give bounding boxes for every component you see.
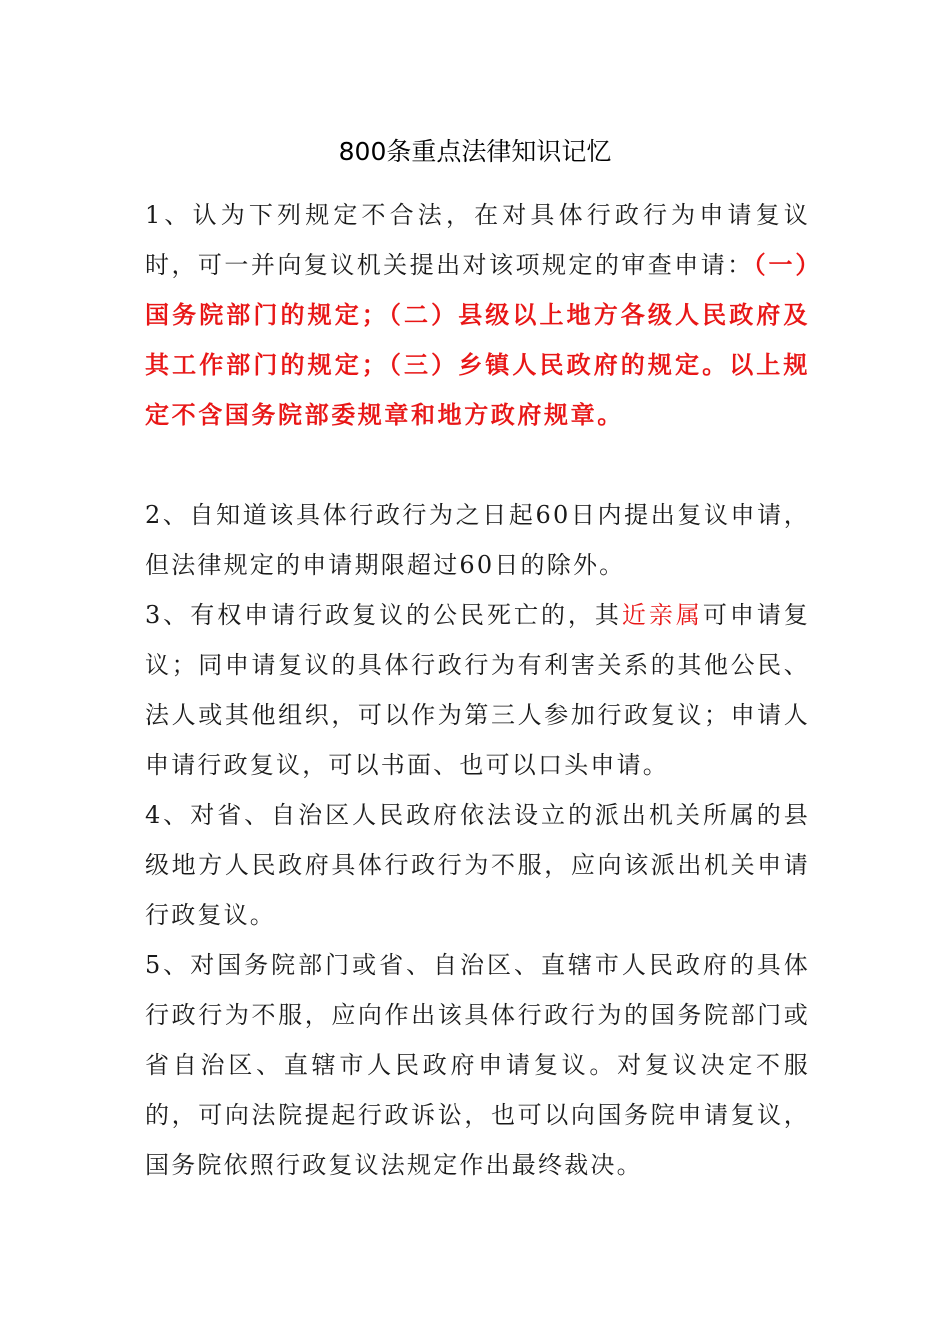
document-body xyxy=(145,190,810,1190)
paragraph-spacer xyxy=(145,440,810,490)
paragraph-4: 4、对省、自治区人民政府依法设立的派出机关所属的县级地方人民政府具体行政行为不服，应向该派出机关申请行政复议。 xyxy=(145,801,810,929)
paragraph-3-text-start: 3、有权申请行政复议的公民死亡的，其 xyxy=(145,601,622,629)
paragraph-3-highlight: 近亲属 xyxy=(621,601,703,629)
paragraph-3-text-end: 可申请复议；同申请复议的具体行政行为有利害关系的其他公民、法人或其他组织，可以作为第三人参加行政复议；申请人申请行政复议，可以书面、也可以口头申请。 xyxy=(145,601,810,779)
paragraph-2: 2、自知道该具体行政行为之日起60日内提出复议申请，但法律规定的申请期限超过60日的除外。 xyxy=(145,501,810,579)
paragraph-5: 5、对国务院部门或省、自治区、直辖市人民政府的具体行政行为不服，应向作出该具体行政行为的国务院部门或省自治区、直辖市人民政府申请复议。对复议决定不服的，可向法院提起行政诉讼，也可以向国务院申请复议，国务院依照行政复议法规定作出最终裁决。 xyxy=(145,951,810,1179)
paragraph-3 xyxy=(145,590,810,790)
document-title: 800条重点法律知识记忆 xyxy=(338,137,612,166)
paragraph-1 xyxy=(145,190,810,440)
paragraph-1-highlight: （一）国务院部门的规定；（二）县级以上地方各级人民政府及其工作部门的规定；（三）乡镇人民政府的规定。以上规定不含国务院部委规章和地方政府规章。 xyxy=(145,251,810,429)
paragraph-1-text: 1、认为下列规定不合法，在对具体行政行为申请复议时，可一并向复议机关提出对该项规定的审查申请： xyxy=(145,201,810,279)
